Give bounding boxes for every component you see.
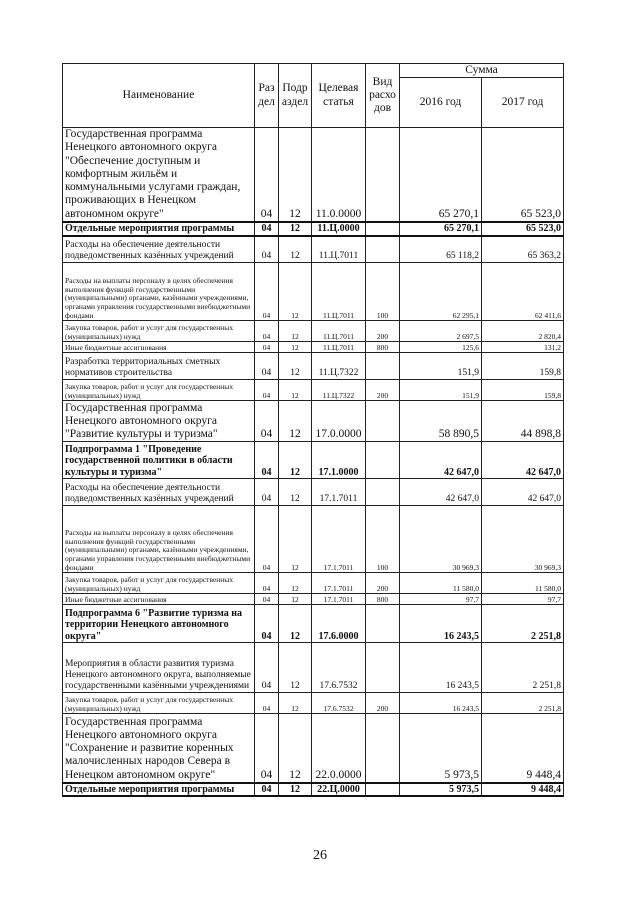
row-razdel: 04 — [255, 479, 279, 506]
table-row — [63, 506, 564, 573]
row-sum-2017: 65 523,0 — [482, 128, 564, 222]
row-sum-2017: 159,8 — [482, 380, 564, 401]
row-name: Отдельные мероприятия программы — [63, 783, 255, 797]
row-razdel: 04 — [255, 353, 279, 380]
row-podrazdel: 12 — [279, 573, 312, 594]
row-vid — [366, 401, 400, 442]
row-name: Государственная программа Ненецкого автономного округа "Обеспечение доступным и комфортным жильём и коммунальными услугами граждан, проживающих в Ненецком автономном округе" — [63, 128, 255, 222]
row-razdel: 04 — [255, 263, 279, 321]
row-sum-2016: 65 270,1 — [400, 222, 482, 236]
row-vid: 800 — [366, 594, 400, 605]
table-row — [63, 693, 564, 714]
row-vid: 100 — [366, 506, 400, 573]
row-sum-2017: 2 251,8 — [482, 605, 564, 643]
table-row — [63, 236, 564, 263]
row-sum-2016: 16 243,5 — [400, 693, 482, 714]
row-podrazdel: 12 — [279, 380, 312, 401]
row-sum-2016: 151,9 — [400, 380, 482, 401]
row-vid: 200 — [366, 321, 400, 342]
table-row — [63, 263, 564, 321]
row-podrazdel: 12 — [279, 783, 312, 797]
table-row — [63, 442, 564, 479]
table-row — [63, 479, 564, 506]
row-vid: 200 — [366, 693, 400, 714]
row-sum-2017: 131,2 — [482, 342, 564, 353]
row-vid: 800 — [366, 342, 400, 353]
header-podrazdel: Подр аздел — [279, 64, 312, 128]
row-sum-2016: 11 580,0 — [400, 573, 482, 594]
row-sum-2016: 30 969,3 — [400, 506, 482, 573]
row-celevaya: 22.Ц.0000 — [312, 783, 366, 797]
row-celevaya: 17.6.7532 — [312, 643, 366, 693]
row-sum-2017: 42 647,0 — [482, 442, 564, 479]
row-name: Закупка товаров, работ и услуг для государственных (муниципальных) нужд — [63, 693, 255, 714]
header-razdel: Раз дел — [255, 64, 279, 128]
row-sum-2016: 5 973,5 — [400, 783, 482, 797]
row-razdel: 04 — [255, 342, 279, 353]
row-podrazdel: 12 — [279, 128, 312, 222]
row-razdel: 04 — [255, 714, 279, 783]
row-name: Подпрограмма 6 "Развитие туризма на территории Ненецкого автономного округа" — [63, 605, 255, 643]
header-vid: Вид расхо дов — [366, 64, 400, 128]
row-vid: 100 — [366, 263, 400, 321]
row-razdel: 04 — [255, 605, 279, 643]
row-sum-2017: 97,7 — [482, 594, 564, 605]
row-name: Государственная программа Ненецкого автономного округа "Сохранение и развитие коренных малочисленных народов Севера в Ненецком автономном округе" — [63, 714, 255, 783]
table-row — [63, 714, 564, 783]
row-name: Отдельные мероприятия программы — [63, 222, 255, 236]
table-row — [63, 342, 564, 353]
row-celevaya: 17.0.0000 — [312, 401, 366, 442]
row-sum-2017: 65 523,0 — [482, 222, 564, 236]
row-vid — [366, 643, 400, 693]
row-razdel: 04 — [255, 506, 279, 573]
row-sum-2016: 62 295,1 — [400, 263, 482, 321]
table-row — [63, 380, 564, 401]
header-2017: 2017 год — [482, 78, 564, 128]
row-sum-2016: 151,9 — [400, 353, 482, 380]
table-row — [63, 594, 564, 605]
row-podrazdel: 12 — [279, 321, 312, 342]
row-razdel: 04 — [255, 321, 279, 342]
row-sum-2016: 16 243,5 — [400, 605, 482, 643]
row-name: Государственная программа Ненецкого автономного округа "Развитие культуры и туризма" — [63, 401, 255, 442]
row-podrazdel: 12 — [279, 479, 312, 506]
row-vid: 200 — [366, 573, 400, 594]
row-sum-2017: 62 411,6 — [482, 263, 564, 321]
row-vid — [366, 442, 400, 479]
row-celevaya: 17.1.7011 — [312, 479, 366, 506]
row-celevaya: 17.1.0000 — [312, 442, 366, 479]
row-sum-2017: 44 898,8 — [482, 401, 564, 442]
row-name: Разработка территориальных сметных нормативов строительства — [63, 353, 255, 380]
row-sum-2016: 42 647,0 — [400, 479, 482, 506]
row-sum-2017: 2 251,8 — [482, 693, 564, 714]
table-row — [63, 222, 564, 236]
row-podrazdel: 12 — [279, 222, 312, 236]
row-name: Иные бюджетные ассигнования — [63, 594, 255, 605]
row-razdel: 04 — [255, 693, 279, 714]
row-sum-2017: 159,8 — [482, 353, 564, 380]
row-sum-2016: 58 890,5 — [400, 401, 482, 442]
row-vid — [366, 783, 400, 797]
page-number: 26 — [313, 848, 327, 863]
row-vid — [366, 128, 400, 222]
row-podrazdel: 12 — [279, 605, 312, 643]
row-sum-2017: 42 647,0 — [482, 479, 564, 506]
row-razdel: 04 — [255, 573, 279, 594]
row-celevaya: 11.0.0000 — [312, 128, 366, 222]
row-name: Расходы на обеспечение деятельности подведомственных казённых учреждений — [63, 236, 255, 263]
row-sum-2017: 2 820,4 — [482, 321, 564, 342]
row-celevaya: 22.0.0000 — [312, 714, 366, 783]
row-razdel: 04 — [255, 236, 279, 263]
row-podrazdel: 12 — [279, 693, 312, 714]
row-podrazdel: 12 — [279, 506, 312, 573]
table-row — [63, 353, 564, 380]
row-sum-2017: 65 363,2 — [482, 236, 564, 263]
row-name: Расходы на выплаты персоналу в целях обеспечения выполнения функций государственными (муниципальными) органами, казёнными учреждениями, органами управления государственными внебюджетными фондами — [63, 506, 255, 573]
row-celevaya: 17.1.7011 — [312, 594, 366, 605]
table-row — [63, 401, 564, 442]
row-razdel: 04 — [255, 401, 279, 442]
row-celevaya: 11.Ц.0000 — [312, 222, 366, 236]
row-name: Расходы на обеспечение деятельности подведомственных казённых учреждений — [63, 479, 255, 506]
row-sum-2016: 5 973,5 — [400, 714, 482, 783]
row-sum-2016: 125,6 — [400, 342, 482, 353]
row-celevaya: 17.6.7532 — [312, 693, 366, 714]
budget-table — [62, 63, 564, 797]
row-celevaya: 11.Ц.7011 — [312, 321, 366, 342]
table-row — [63, 573, 564, 594]
table-row — [63, 605, 564, 643]
row-razdel: 04 — [255, 594, 279, 605]
row-razdel: 04 — [255, 783, 279, 797]
row-sum-2017: 11 580,0 — [482, 573, 564, 594]
row-sum-2016: 65 118,2 — [400, 236, 482, 263]
row-sum-2016: 65 270,1 — [400, 128, 482, 222]
row-podrazdel: 12 — [279, 442, 312, 479]
row-vid: 200 — [366, 380, 400, 401]
table-row — [63, 643, 564, 693]
row-name: Закупка товаров, работ и услуг для государственных (муниципальных) нужд — [63, 321, 255, 342]
row-podrazdel: 12 — [279, 594, 312, 605]
header-2016: 2016 год — [400, 78, 482, 128]
header-name: Наименование — [63, 64, 255, 128]
table-row — [63, 128, 564, 222]
row-podrazdel: 12 — [279, 342, 312, 353]
row-name: Закупка товаров, работ и услуг для государственных (муниципальных) нужд — [63, 380, 255, 401]
row-name: Мероприятия в области развития туризма Ненецкого автономного округа, выполняемые государственными казёнными учреждениями — [63, 643, 255, 693]
row-vid — [366, 353, 400, 380]
row-sum-2016: 2 697,5 — [400, 321, 482, 342]
row-sum-2017: 9 448,4 — [482, 714, 564, 783]
row-podrazdel: 12 — [279, 643, 312, 693]
row-celevaya: 11.Ц.7322 — [312, 353, 366, 380]
row-celevaya: 17.1.7011 — [312, 573, 366, 594]
row-razdel: 04 — [255, 380, 279, 401]
row-celevaya: 11.Ц.7011 — [312, 342, 366, 353]
row-sum-2017: 30 969,3 — [482, 506, 564, 573]
row-podrazdel: 12 — [279, 714, 312, 783]
row-name: Расходы на выплаты персоналу в целях обеспечения выполнения функций государственными (муниципальными) органами, казёнными учреждениями, органами управления государственными внебюджетными фондами — [63, 263, 255, 321]
row-celevaya: 11.Ц.7011 — [312, 263, 366, 321]
row-razdel: 04 — [255, 128, 279, 222]
table-row — [63, 783, 564, 797]
header-celevaya: Целевая статья — [312, 64, 366, 128]
row-sum-2016: 97,7 — [400, 594, 482, 605]
row-podrazdel: 12 — [279, 236, 312, 263]
row-podrazdel: 12 — [279, 353, 312, 380]
row-sum-2016: 16 243,5 — [400, 643, 482, 693]
row-vid — [366, 714, 400, 783]
row-name: Подпрограмма 1 "Проведение государственной политики в области культуры и туризма" — [63, 442, 255, 479]
row-celevaya: 17.6.0000 — [312, 605, 366, 643]
table-row — [63, 321, 564, 342]
row-name: Иные бюджетные ассигнования — [63, 342, 255, 353]
row-sum-2017: 2 251,8 — [482, 643, 564, 693]
header-summa: Сумма — [400, 64, 564, 78]
row-podrazdel: 12 — [279, 401, 312, 442]
row-celevaya: 11.Ц.7322 — [312, 380, 366, 401]
row-vid — [366, 236, 400, 263]
row-sum-2016: 42 647,0 — [400, 442, 482, 479]
row-celevaya: 11.Ц.7011 — [312, 236, 366, 263]
row-podrazdel: 12 — [279, 263, 312, 321]
row-razdel: 04 — [255, 222, 279, 236]
row-vid — [366, 605, 400, 643]
row-celevaya: 17.1.7011 — [312, 506, 366, 573]
row-razdel: 04 — [255, 643, 279, 693]
row-sum-2017: 9 448,4 — [482, 783, 564, 797]
row-razdel: 04 — [255, 442, 279, 479]
row-vid — [366, 222, 400, 236]
row-vid — [366, 479, 400, 506]
row-name: Закупка товаров, работ и услуг для государственных (муниципальных) нужд — [63, 573, 255, 594]
